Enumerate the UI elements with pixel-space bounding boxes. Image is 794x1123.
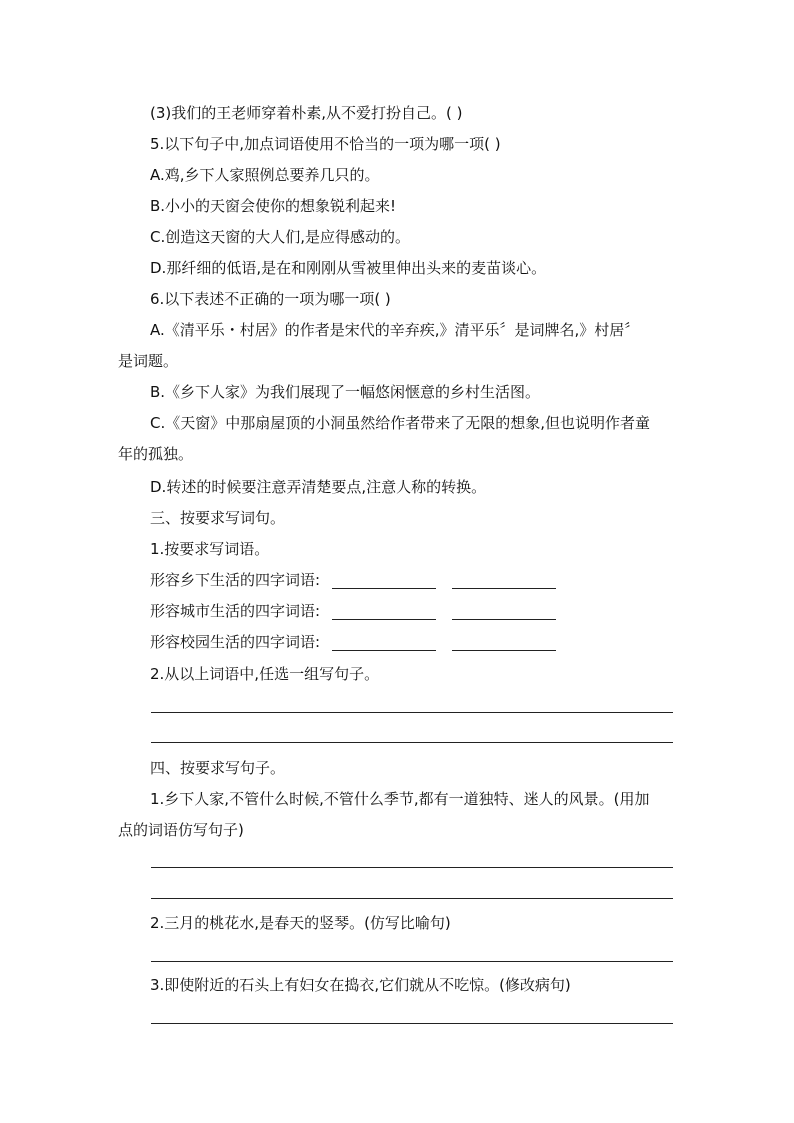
section3-q1: 1.按要求写词语。 [150, 540, 270, 558]
q6-option-a-line2: 是词题。 [118, 352, 179, 370]
answer-line[interactable] [151, 712, 673, 713]
city-words-label: 形容城市生活的四字词语: [150, 602, 321, 620]
city-word-blank-2[interactable] [452, 619, 556, 620]
answer-line[interactable] [151, 867, 673, 868]
section3-q2: 2.从以上词语中,任选一组写句子。 [150, 665, 380, 683]
q6-option-a-line1: A.《清平乐・村居》的作者是宋代的辛弃疾,》清平乐〞是词牌名,》村居〞 [150, 321, 640, 339]
answer-line[interactable] [151, 1023, 673, 1024]
section4-q1-line2: 点的词语仿写句子) [118, 821, 244, 839]
campus-words-label: 形容校园生活的四字词语: [150, 633, 321, 651]
section4-q2: 2.三月的桃花水,是春天的竖琴。(仿写比喻句) [150, 914, 451, 932]
section4-q3: 3.即使附近的石头上有妇女在捣衣,它们就从不吃惊。(修改病句) [150, 976, 571, 994]
campus-word-blank-1[interactable] [332, 650, 436, 651]
q5-option-b: B.小小的天窗会使你的想象锐利起来! [150, 197, 397, 215]
answer-line[interactable] [151, 898, 673, 899]
q6-stem: 6.以下表述不正确的一项为哪一项( ) [150, 290, 391, 308]
q5-stem: 5.以下句子中,加点词语使用不恰当的一项为哪一项( ) [150, 135, 501, 153]
answer-line[interactable] [151, 742, 673, 743]
section4-q1-line1: 1.乡下人家,不管什么时候,不管什么季节,都有一道独特、迷人的风景。(用加 [150, 790, 650, 808]
campus-word-blank-2[interactable] [452, 650, 556, 651]
q5-option-a: A.鸡,乡下人家照例总要养几只的。 [150, 166, 380, 184]
q6-option-b: B.《乡下人家》为我们展现了一幅悠闲惬意的乡村生活图。 [150, 383, 541, 401]
section4-title: 四、按要求写句子。 [150, 759, 286, 777]
city-word-blank-1[interactable] [332, 619, 436, 620]
rural-word-blank-2[interactable] [452, 588, 556, 589]
q6-option-c-line1: C.《天窗》中那扇屋顶的小洞虽然给作者带来了无限的想象,但也说明作者童 [150, 414, 651, 432]
section3-title: 三、按要求写词句。 [150, 509, 286, 527]
q6-option-d: D.转述的时候要注意弄清楚要点,注意人称的转换。 [150, 478, 487, 496]
q5-option-c: C.创造这天窗的大人们,是应得感动的。 [150, 228, 411, 246]
q6-option-c-line2: 年的孤独。 [118, 445, 194, 463]
answer-line[interactable] [151, 961, 673, 962]
q3-text: (3)我们的王老师穿着朴素,从不爱打扮自己。( ) [150, 104, 463, 122]
rural-word-blank-1[interactable] [332, 588, 436, 589]
q5-option-d: D.那纤细的低语,是在和刚刚从雪被里伸出头来的麦苗谈心。 [150, 259, 547, 277]
rural-words-label: 形容乡下生活的四字词语: [150, 571, 321, 589]
